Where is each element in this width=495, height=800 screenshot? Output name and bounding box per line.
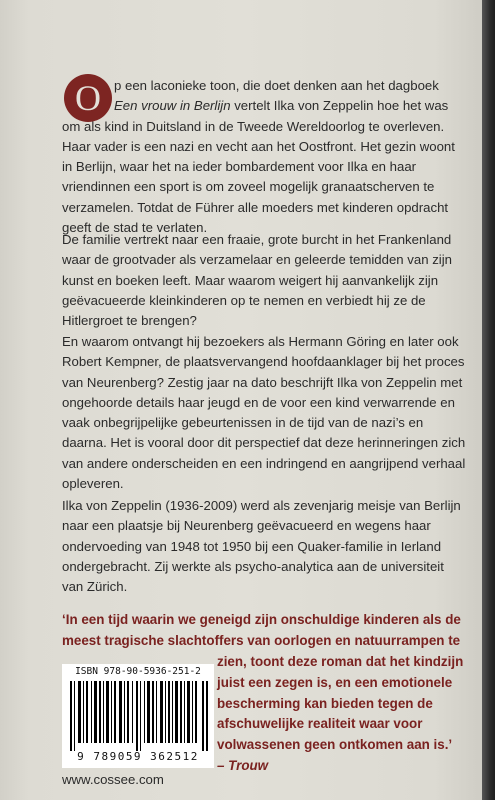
book-page-edge bbox=[482, 0, 495, 800]
paragraph-1-line-1: p een laconieke toon, die doet denken aan het dagboek bbox=[114, 78, 439, 93]
dropcap-letter: O bbox=[75, 78, 101, 118]
quote-source: – Trouw bbox=[217, 757, 269, 773]
quote-line-1: ‘In een tijd waarin we geneigd zijn onschuldige kinderen als de bbox=[62, 612, 461, 627]
blurb-paragraph-2 bbox=[62, 230, 467, 331]
quote-remainder: zien, toont deze roman dat het kindzijn juist een zegen is, en een emotionele bescherming kan bieden tegen de afschuwelijke realiteit waar voor volwassenen geen ontkomen aan is.’ bbox=[217, 654, 464, 753]
book-title-italic: Een vrouw in Berlijn bbox=[114, 98, 231, 114]
blurb-paragraph-3 bbox=[62, 332, 467, 494]
paragraph-1-line-2 bbox=[62, 96, 467, 116]
barcode-icon bbox=[70, 681, 208, 751]
paragraph-2-text: De familie vertrekt naar een fraaie, grote burcht in het Frankenland waar de grootvader als verzamelaar en geleerde temidden van zijn kunst en boeken leeft. Maar waarom weigert hij aanvankelijk zijn geëvacueerde kleinkinderen op te nemen en verbiedt hij ze de Hitlergroet te brengen? bbox=[62, 232, 452, 329]
quote-line-2: meest tragische slachtoffers van oorlogen en natuurrampen te bbox=[62, 632, 461, 648]
author-bio bbox=[62, 496, 467, 597]
paragraph-1-line-2-rest: vertelt Ilka von Zeppelin hoe het was bbox=[230, 98, 449, 114]
isbn-label: ISBN 978-90-5936-251-2 bbox=[75, 666, 201, 677]
review-quote-top bbox=[62, 610, 467, 652]
ean-digits: 9 789059 362512 bbox=[77, 750, 199, 763]
review-quote-wrap bbox=[217, 652, 467, 777]
paragraph-1-remainder: om als kind in Duitsland in de Tweede Wereldoorlog te overleven. Haar vader is een nazi en vecht aan het Oostfront. Het gezin woont in Berlijn, waar het na ieder bombardement voor Ilka en haar vriendinnen een sport is om zoveel mogelijk granaatscherven te verzamelen. Totdat de Führer alle moeders met kinderen opdracht geeft de stad te verlaten. bbox=[62, 118, 455, 236]
publisher-website: www.cossee.com bbox=[62, 772, 164, 787]
paragraph-3-text: En waarom ontvangt hij bezoekers als Hermann Göring en later ook Robert Kempner, de plaatsvervangend hoofdaanklager bij het proces van Neurenberg? Zestig jaar na dato beschrijft Ilka von Zeppelin met ongehoorde details haar jeugd en de voor een kind verwarrende en vaak onbegrijpelijke gebeurtenissen in de tijd van de nazi’s en daarna. Het is vooral door dit perspectief dat deze herinneringen zich van andere onderscheiden en een indringend en aangrijpend verhaal opleveren. bbox=[62, 334, 466, 492]
author-bio-text: Ilka von Zeppelin (1936-2009) werd als zevenjarig meisje van Berlijn naar een plaatsje bij Neurenberg geëvacueerd en wegens haar ondervoeding van 1948 tot 1950 bij een Quaker-familie in Ierland ondergebracht. Zij werkte als psycho-analytica aan de universiteit van Zürich. bbox=[62, 498, 461, 595]
blurb-paragraph-1 bbox=[62, 76, 467, 238]
